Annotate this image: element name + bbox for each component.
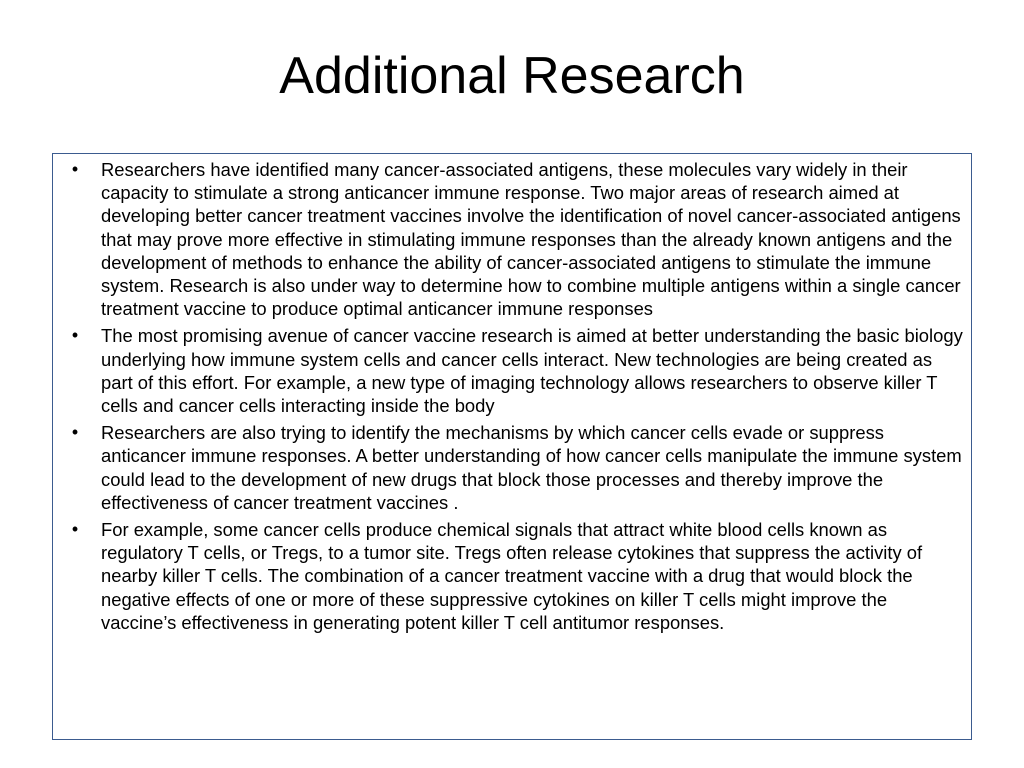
bullet-item <box>65 324 963 417</box>
slide-title: Additional Research <box>279 47 745 105</box>
bullet-list <box>65 158 963 634</box>
bullet-text: The most promising avenue of cancer vaccine research is aimed at better understanding the basic biology underlying how immune system cells and cancer cells interact. New technologies are being created as part of this effort. For example, a new type of imaging technology allows researchers to observe killer T cells and cancer cells interacting inside the body <box>101 325 963 417</box>
bullet-text: Researchers have identified many cancer-associated antigens, these molecules vary widely in their capacity to stimulate a strong anticancer immune response. Two major areas of research aimed at developing better cancer treatment vaccines involve the identification of novel cancer-associated antigens that may prove more effective in stimulating immune responses than the already known antigens and the development of methods to enhance the ability of cancer-associated antigens to stimulate the immune system. Research is also under way to determine how to combine multiple antigens within a single cancer treatment vaccine to produce optimal anticancer immune responses <box>101 159 961 320</box>
bullet-item <box>65 421 963 514</box>
bullet-icon: • <box>71 519 79 540</box>
bullet-icon: • <box>71 325 79 346</box>
bullet-icon: • <box>71 422 79 443</box>
bullet-text: For example, some cancer cells produce chemical signals that attract white blood cells known as regulatory T cells, or Tregs, to a tumor site. Tregs often release cytokines that suppress the activity of nearby killer T cells. The combination of a cancer treatment vaccine with a drug that would block the negative effects of one or more of these suppressive cytokines on killer T cells might improve the vaccine’s effectiveness in generating potent killer T cell antitumor responses. <box>101 519 923 633</box>
content-text-box <box>52 153 972 740</box>
bullet-item <box>65 158 963 320</box>
bullet-text: Researchers are also trying to identify the mechanisms by which cancer cells evade or suppress anticancer immune responses. A better understanding of how cancer cells manipulate the immune system could lead to the development of new drugs that block those processes and thereby improve the effectiveness of cancer treatment vaccines . <box>101 422 962 513</box>
bullet-icon: • <box>71 159 79 179</box>
bullet-item <box>65 518 963 634</box>
